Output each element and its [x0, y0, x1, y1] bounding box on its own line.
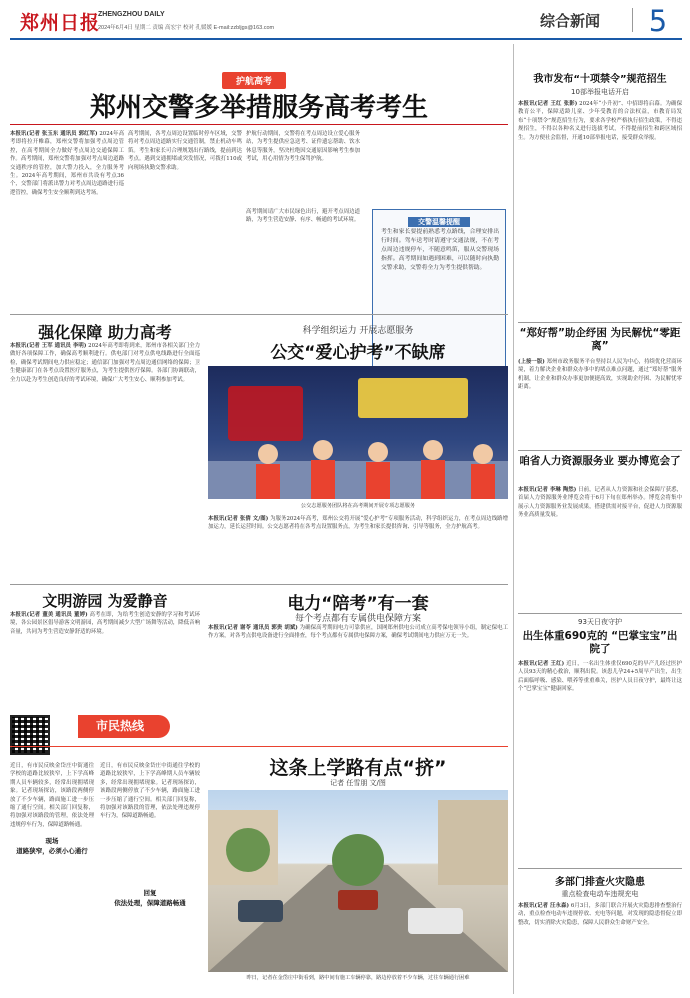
masthead-rule — [10, 38, 682, 40]
right4-byline: 本报讯(记者 王红) — [518, 661, 565, 667]
right4-body — [518, 660, 682, 865]
bus-photo-caption: 公交志愿服务团队将在高考期间开展专项志愿服务 — [300, 503, 416, 509]
right5-subhead: 重点检查电动车违规充电 — [561, 890, 639, 898]
section-title: 综合新闻 — [540, 12, 601, 30]
right5-headline: 多部门排查火灾隐患 — [555, 877, 645, 888]
hotline-byline: 记者 任雪朋 文/图 — [330, 779, 386, 787]
hotline-sub1: 现场 — [45, 837, 59, 845]
lead-col-1-text: 2024年高考即将拉开帷幕，郑州交警将加强考点周边管控，在高考期间全力做好考点周边交通保障工作。高考期间，郑州交警将加强对考点周边道路交通秩序的管控，加大警力投入，全力服务考生。2024年高考期间，郑州市共设有考点36个，交警部门将派出警力对考点周边道路进行巡逻管控，确保考生安全顺利到达考场。 — [10, 131, 124, 196]
lead-col-2: 高考期间，各考点周边设置临时停车区域，交警将对考点周边道路实行交通管制，禁止机动车鸣笛。考生和家长可合理规划出行路线，提前到达考点。遇到交通拥堵或突发情况，可拨打110或向现场执勤交警求助。 — [128, 131, 242, 171]
divider — [518, 868, 682, 869]
right3-text: 日前，记者从人力资源和社会保障厅获悉，首届人力资源服务业博览会将于6月下旬在郑州举办。博览会将集中展示人力资源服务业发展成果，搭建供需对接平台，促进人力资源服务业高质量发展。 — [518, 487, 682, 519]
article4-text: 高考在即，为给考生创造安静的学习和考试环境，各公园景区倡导游客文明游园，高考期间减少大型广场舞等活动，降低音响音量，共同为考生营造安静舒适的环境。 — [10, 612, 200, 635]
lead-byline: 本报讯(记者 张玉东 通讯员 郭红军) — [10, 131, 98, 137]
issue-meta: 2024年6月4日 星期二 责编 高宏宇 校对 孔媛媛 E-mail:zzbljgs@163.com — [98, 25, 275, 31]
right2-text: 郑州市政务服务平台坚持以人民为中心，持续优化营商环境，着力解决企业和群众办事中的堵点难点问题，通过“郑好帮”服务机制，让企业和群众办事更加便捷高效，实现助企纾困、为民解忧零距离。 — [518, 359, 682, 391]
article4-body — [10, 611, 200, 709]
right4-text: 近日，一名出生体重仅690克的早产儿经过医护人员93天的精心救治，顺利出院。该患儿孕24+5周早产出生，出生后面临呼吸、感染、喂养等重重难关，医护人员日夜守护，最终让这个“巴掌宝宝”健康回家。 — [518, 661, 682, 693]
newspaper-logo: 郑州日报 — [20, 12, 101, 34]
tip-box-text: 考生和家长要提前熟悉考点路线，合理安排出行时间。驾车送考时请遵守交通法规，不在考点周边违规停车，不随意鸣笛，服从交警现场指挥。高考期间如遇到困难，可以随时向执勤交警求助，交警将全力为考生提供帮助。 — [381, 229, 499, 271]
article5-body — [208, 624, 508, 710]
right1-text: 2024年“小升初”、中招即将启幕。为确保教育公平，保障适龄儿童、少年受教育的合法权益，市教育局发布“十项禁令”规范招生行为，要求各学校严格执行招生政策，不得违规招生，不得以各种名义进行选拔考试，不得提前招生和跨区域招生。为方便社会监督，开通10部举报电话，接受群众举报。 — [518, 101, 682, 141]
right1-byline: 本报讯(记者 王红 张影) — [518, 101, 578, 107]
article3-headline: 公交“爱心护考”不缺席 — [270, 343, 446, 363]
article2-byline: 本报讯(记者 王军 通讯员 李明) — [10, 343, 87, 349]
lead-col-3: 护航行动期间，交警将在考点周边设立爱心服务站，为考生提供应急送考、证件遗忘帮助、饮水休息等服务，坚决杜绝因交通原因影响考生参加考试，用心用情为考生保驾护航。 — [246, 131, 360, 163]
article3-byline: 本报讯(记者 张倩 文/图) — [208, 516, 269, 522]
divider — [10, 314, 508, 315]
bus-volunteers-photo — [208, 366, 508, 499]
hotline-section-tab: 市民热线 — [78, 715, 170, 738]
divider — [10, 584, 508, 585]
right2-body — [518, 358, 682, 446]
article3-text: 为服务2024年高考，郑州公交将开展“爱心护考”专项服务活动，科学组织运力，在考点周边线路增加运力，延长运营时间。公交志愿者将在各考点设置服务点，为考生和家长提供咨询、引导等服务，全力护航高考。 — [208, 516, 508, 531]
right3-body — [518, 486, 682, 610]
right2-headline: “郑好帮”助企纾困 为民解忧“零距离” — [519, 327, 681, 352]
lead-kicker: 护航高考 — [222, 72, 286, 89]
masthead — [10, 4, 682, 60]
hotline-rule — [10, 746, 508, 747]
lead-col-1 — [10, 130, 124, 308]
article5-byline: 本报讯(记者 谢苓 通讯员 郭贵 胡斌) — [208, 625, 298, 631]
article4-byline: 本报讯(记者 董美 通讯员 董婷) — [10, 612, 88, 618]
article5-subhead: 每个考点都有专属供电保障方案 — [294, 614, 421, 624]
right3-headline: 咱省人力资源服务业 要办博览会了 — [519, 455, 681, 467]
lead-col-4: 高考期间请广大市民绿色出行，避开考点周边道路，为考生营造安静、有序、畅通的考试环境。 — [246, 209, 360, 224]
divider — [518, 450, 682, 451]
article2-body — [10, 342, 200, 580]
right1-headline: 我市发布“十项禁令”规范招生 — [533, 74, 667, 85]
right1-body — [518, 100, 682, 318]
hotline-sub2b: 依法处理，保障道路畅通 — [114, 899, 186, 907]
right3-byline: 本报讯(记者 李琳 陶然) — [518, 487, 577, 493]
right4-kicker: 93天日夜守护 — [578, 618, 622, 626]
right5-text: 6月3日，多部门联合开展火灾隐患排查整治行动，重点检查电动车违规停放、充电等问题，对发现的隐患督促立即整改，切实消除火灾隐患，保障人民群众生命财产安全。 — [518, 903, 682, 926]
article2-headline: 强化保障 助力高考 — [38, 323, 172, 342]
hotline-col-1: 近日，有市民反映金岱庄中街通往学校的道路比较狭窄，上下学高峰期人员车辆较多，经常出现拥堵现象。记者现场探访，该路段两侧停放了不少车辆，路面施工进一步压缩了通行空间。相关部门回复称，将加强对该路段的管理，依法处理违规停车行为，保障道路畅通。 — [10, 763, 94, 828]
article2-text: 2024年高考即将到来，郑州市各相关部门全力做好各项保障工作，确保高考顺利进行。供电部门对考点供电线路进行全面巡检，确保考试期间电力供应稳定；通信部门加强对考点周边通信网络的保障；卫生健康部门在各考点设置医疗服务点，为考生提供医疗保障。各部门协调联动，全力以赴为考生创造良好的考试环境，确保广大考生安心、顺利参加考试。 — [10, 343, 200, 383]
article5-headline: 电力“陪考”有一套 — [287, 594, 429, 614]
right2-byline: (上接一版) — [518, 359, 545, 365]
street-photo — [208, 790, 508, 972]
hotline-band — [10, 715, 300, 738]
right5-body — [518, 902, 682, 992]
hotline-headline: 这条上学路有点“挤” — [269, 757, 447, 779]
tip-box-title: 交警温馨提醒 — [408, 217, 470, 227]
tip-box-title-wrap — [373, 209, 505, 228]
article3-body — [208, 515, 508, 579]
newspaper-logo-en: ZHENGZHOU DAILY — [98, 11, 165, 18]
right4-headline: 出生体重690克的 “巴掌宝宝”出院了 — [522, 630, 678, 655]
lead-rule — [10, 124, 508, 125]
street-illustration — [208, 790, 508, 972]
article5-text: 为确保高考期间电力可靠供应，国网郑州供电公司成立高考保电领导小组，制定保电工作方案，对各考点供电设备进行全面排查，每个考点都有专属供电保障方案，确保考试期间电力供应万无一失。 — [208, 625, 508, 640]
page-number: 5 — [638, 4, 678, 38]
divider — [518, 322, 682, 323]
divider — [518, 613, 682, 614]
hotline-col-2: 近日，有市民反映金岱庄中街通往学校的道路比较狭窄，上下学高峰期人员车辆较多，经常出现拥堵现象。记者现场探访，该路段两侧停放了不少车辆，路面施工进一步压缩了通行空间。相关部门回复称，将加强对该路段的管理，依法处理违规停车行为，保障道路畅通。 — [100, 763, 200, 820]
bus-volunteers-illustration — [208, 366, 508, 499]
right1-subhead: 10部举报电话开启 — [571, 88, 629, 96]
article4-headline: 文明游园 为爱静音 — [42, 592, 168, 610]
hotline-sub2: 回复 — [143, 889, 157, 897]
hotline-sub1b: 道路狭窄，必须小心通行 — [16, 847, 88, 855]
right5-byline: 本报讯(记者 汪永森) — [518, 903, 570, 909]
article3-kicker: 科学组织运力 开展志愿服务 — [302, 326, 414, 336]
lead-headline: 郑州交警多举措服务高考考生 — [89, 93, 428, 123]
street-photo-caption: 昨日，记者在金岱庄中街看到，路中间有施工车辆停靠，路边停放着不少车辆，过往车辆通行困难 — [246, 975, 470, 981]
column-divider — [513, 44, 514, 994]
